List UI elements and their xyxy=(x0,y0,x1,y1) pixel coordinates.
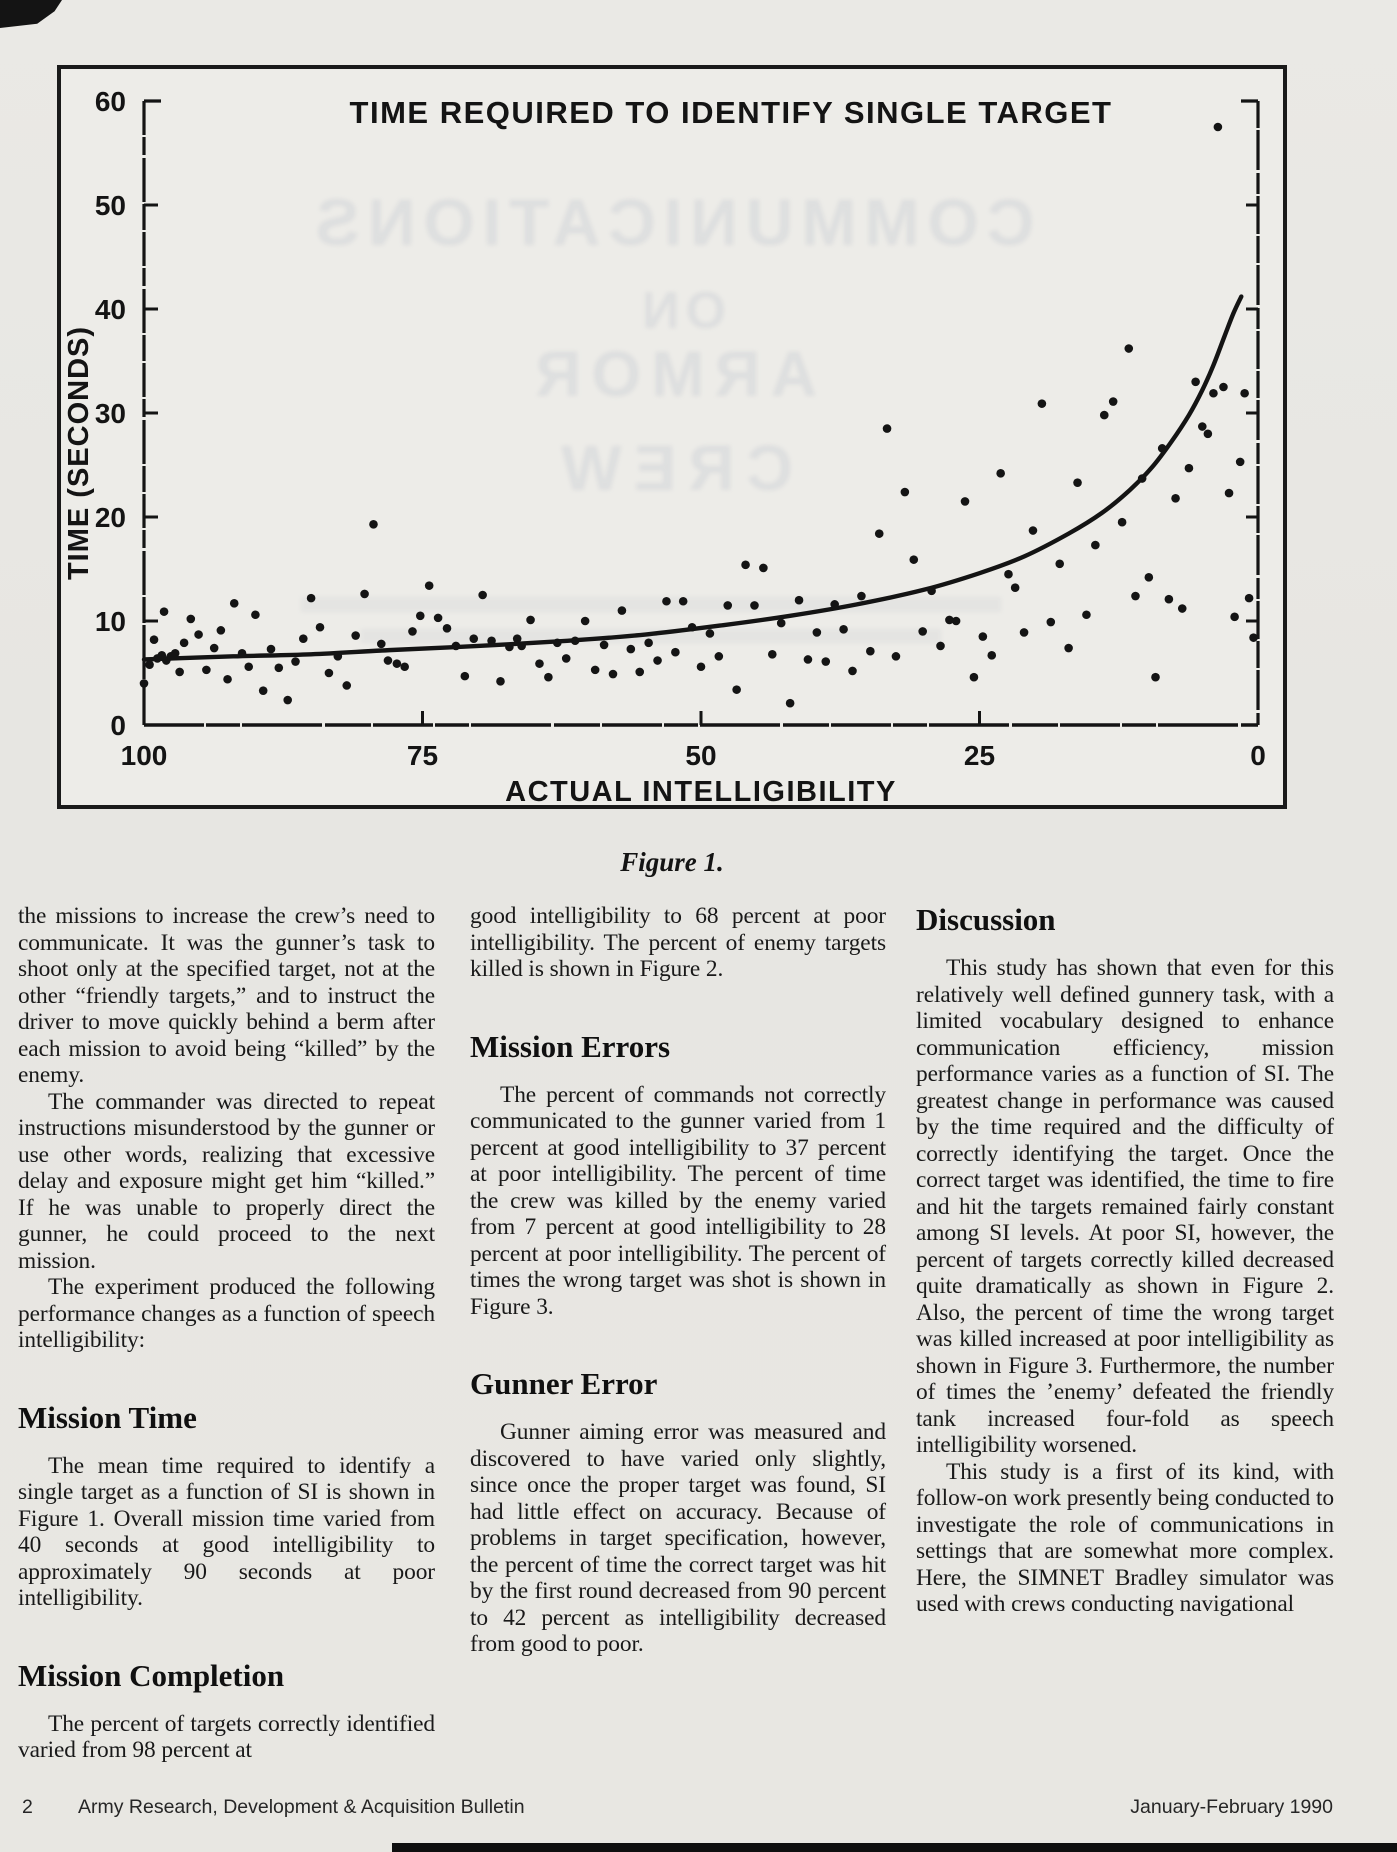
ghost-bleedthrough-text: CREW xyxy=(549,432,793,504)
svg-text:20: 20 xyxy=(94,502,126,533)
ghost-bleedthrough-text: ON xyxy=(636,282,726,340)
svg-text:30: 30 xyxy=(94,398,126,429)
text-column-2 xyxy=(470,903,886,1658)
scan-artifact-top-left xyxy=(0,0,62,28)
page-footer xyxy=(0,1796,1397,1826)
svg-text:75: 75 xyxy=(406,740,439,771)
ghost-bleedthrough-text: ARMOR xyxy=(525,338,817,410)
svg-text:10: 10 xyxy=(94,606,126,637)
svg-text:25: 25 xyxy=(963,740,996,771)
body-paragraph: the missions to increase the crew’s need to communicate. It was the gunner’s task to shoot only at the specified target, not at the other “friendly targets,” and to instruct the driver to move quickly behind a berm after each mission to avoid being “killed” by the enemy. xyxy=(18,903,435,1088)
section-heading: Mission Errors xyxy=(470,1028,671,1064)
footer-journal-title: Army Research, Development & Acquisition Bulletin xyxy=(78,1796,525,1818)
ghost-bleedthrough-text: COMMUNICATIONS xyxy=(307,185,1035,259)
svg-text:40: 40 xyxy=(94,294,126,325)
section-heading: Mission Time xyxy=(18,1399,197,1435)
svg-text:ACTUAL INTELLIGIBILITY: ACTUAL INTELLIGIBILITY xyxy=(505,776,897,805)
svg-text:50: 50 xyxy=(94,190,126,221)
body-paragraph: The experiment produced the following performance changes as a function of speech intelligibility: xyxy=(18,1274,435,1353)
figure-1-chart xyxy=(57,65,1287,809)
svg-text:50: 50 xyxy=(685,740,717,771)
section-heading: Gunner Error xyxy=(470,1366,658,1401)
svg-text:TIME REQUIRED TO IDENTIFY SING: TIME REQUIRED TO IDENTIFY SINGLE TARGET xyxy=(349,95,1113,130)
section-heading: Discussion xyxy=(916,902,1056,937)
svg-text:0: 0 xyxy=(1250,740,1266,771)
body-paragraph: This study has shown that even for this relatively well defined gunnery task, with a limited vocabulary designed to enhance communication efficiency, mission performance varies as a function of SI. The greatest change in performance was caused by the time required and the difficulty of correctly identifying the target. Once the correct target was identified, the time to fire and hit the targets remained fairly constant among SI levels. At poor SI, however, the percent of targets correctly killed decreased quite dramatically as shown in Figure 2. Also, the percent of time the wrong target was killed increased at poor intelligibility as shown in Figure 3. Furthermore, the number of times the ’enemy’ defeated the friendly tank increased four-fold as speech intelligibility worsened. xyxy=(916,955,1334,1458)
text-column-1 xyxy=(18,903,435,1764)
body-paragraph: The commander was directed to repeat instructions misunderstood by the gunner or use other words, realizing that excessive delay and exposure might get him “killed.” If he was unable to properly direct the gunner, he could proceed to the next mission. xyxy=(18,1088,435,1274)
svg-text:100: 100 xyxy=(120,740,168,771)
body-paragraph: This study is a first of its kind, with follow-on work presently being conducted to investigate the role of communications in settings that are somewhat more complex. Here, the SIMNET Bradley simulator was used with crews conducting navigational xyxy=(916,1458,1334,1617)
body-paragraph: The percent of targets correctly identified varied from 98 percent at xyxy=(18,1710,435,1763)
body-paragraph: The percent of commands not correctly communicated to the gunner varied from 1 percent at good intelligibility to 37 percent at poor intelligibility. The percent of time the crew was killed by the enemy varied from 7 percent at good intelligibility to 28 percent at poor intelligibility. The percent of times the wrong target was shot is shown in Figure 3. xyxy=(470,1081,886,1320)
body-paragraph: The mean time required to identify a single target as a function of SI is shown in Figure 1. Overall mission time varied from 40 seconds at good intelligibility to approximately 90 seconds at poor intelligibility. xyxy=(18,1452,435,1611)
svg-text:0: 0 xyxy=(110,710,126,741)
figure-caption: Figure 1. xyxy=(620,847,724,877)
section-heading: Mission Completion xyxy=(18,1657,285,1693)
scan-artifact-bottom-bar xyxy=(392,1843,1397,1852)
svg-text:60: 60 xyxy=(94,86,126,117)
scatter-plot xyxy=(61,69,1283,805)
text-column-3 xyxy=(916,903,1334,1618)
body-paragraph: good intelligibility to 68 percent at poor intelligibility. The percent of enemy targets killed is shown in Figure 2. xyxy=(470,903,886,982)
body-paragraph: Gunner aiming error was measured and discovered to have varied only slightly, since once the proper target was found, SI had little effect on accuracy. Because of problems in target specification, however, the percent of time the correct target was hit by the first round decreased from 90 percent to 42 percent as intelligibility decreased from good to poor. xyxy=(470,1419,886,1657)
footer-issue-date: January-February 1990 xyxy=(1130,1796,1333,1818)
page-number: 2 xyxy=(22,1796,33,1818)
svg-text:TIME (SECONDS): TIME (SECONDS) xyxy=(63,325,95,581)
